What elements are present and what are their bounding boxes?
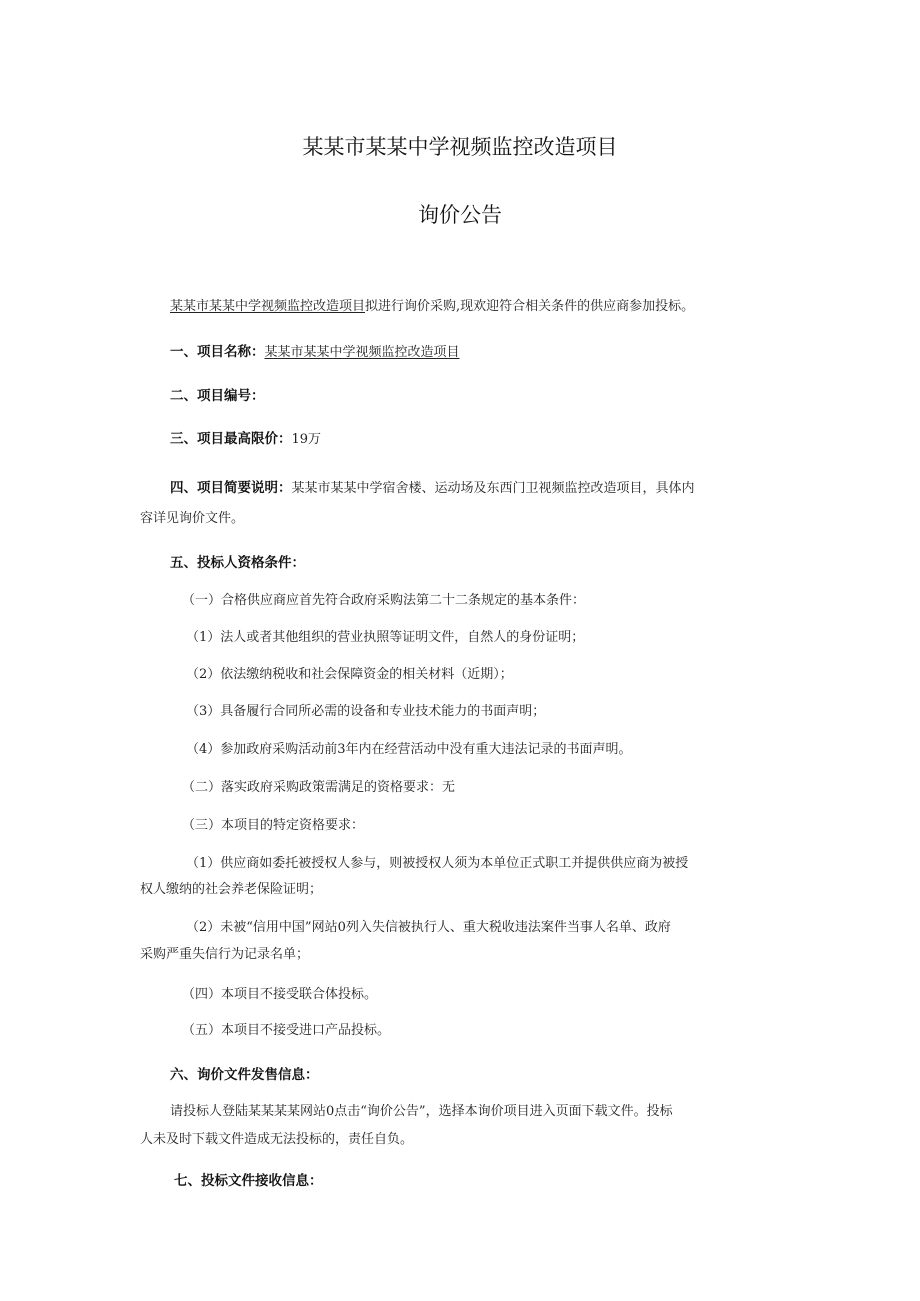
section-1-value: 某某市某某中学视频监控改造项目 [264,345,460,360]
section-6-value-line1: 请投标人登陆某某某某网站0点击“询价公告”，选择本询价项目进入页面下载文件。投标 [170,1104,673,1119]
section-4-value-line2: 容详见询价文件。 [140,511,245,526]
section-6 [170,1066,319,1084]
special-requirement-1-line1: （1）供应商如委托被授权人参与，则被授权人须为本单位正式职工并提供供应商为被授 [186,856,689,871]
qualification-item-5: （五）本项目不接受进口产品投标。 [182,1023,391,1038]
intro-paragraph [170,298,694,316]
special-requirement-2-line1: （2）未被“信用中国”网站0列入失信被执行人、重大税收违法案件当事人名单、政府 [186,920,671,935]
intro-rest: 拟进行询价采购,现欢迎符合相关条件的供应商参加投标。 [365,299,695,314]
section-6-label: 六、询价文件发售信息： [170,1067,319,1083]
qualification-item: （一）合格供应商应首先符合政府采购法第二十二条规定的基本条件： [182,593,586,608]
qualification-item: （2）依法缴纳税收和社会保障资金的相关材料（近期）； [186,667,513,682]
qualification-item: （三）本项目的特定资格要求： [182,818,365,833]
section-1 [170,343,460,362]
section-7-label: 七、投标文件接收信息： [174,1173,323,1189]
section-3-label: 三、项目最高限价： [170,431,292,447]
section-5 [170,554,305,572]
qualification-item: （二）落实政府采购政策需满足的资格要求：无 [182,780,456,795]
qualification-item: （1）法人或者其他组织的营业执照等证明文件，自然人的身份证明； [186,630,585,645]
section-3-value: 19万 [291,432,322,447]
qualification-item-4: （四）本项目不接受联合体投标。 [182,987,378,1002]
section-3 [170,430,321,449]
section-4 [170,479,695,498]
qualification-item: （4）参加政府采购活动前3年内在经营活动中没有重大违法记录的书面声明。 [186,742,632,757]
section-7 [174,1172,323,1190]
section-1-label: 一、项目名称： [170,344,265,360]
section-2-label: 二、项目编号： [170,388,265,404]
section-2 [170,387,265,405]
intro-project-name: 某某市某某中学视频监控改造项目 [170,299,366,314]
qualification-item: （3）具备履行合同所必需的设备和专业技术能力的书面声明； [186,704,546,719]
document-subtitle: 询价公告 [418,203,502,227]
section-4-value-line1: 某某市某某中学宿舍楼、运动场及东西门卫视频监控改造项目，具体内 [291,481,695,496]
section-6-value-line2: 人未及时下载文件造成无法投标的，责任自负。 [140,1132,414,1147]
special-requirement-2-line2: 采购严重失信行为记录名单； [140,947,310,962]
special-requirement-1-line2: 权人缴纳的社会养老保险证明； [140,882,323,897]
section-4-label: 四、项目简要说明： [170,480,292,496]
section-5-label: 五、投标人资格条件： [170,555,305,571]
document-title: 某某市某某中学视频监控改造项目 [302,135,618,159]
